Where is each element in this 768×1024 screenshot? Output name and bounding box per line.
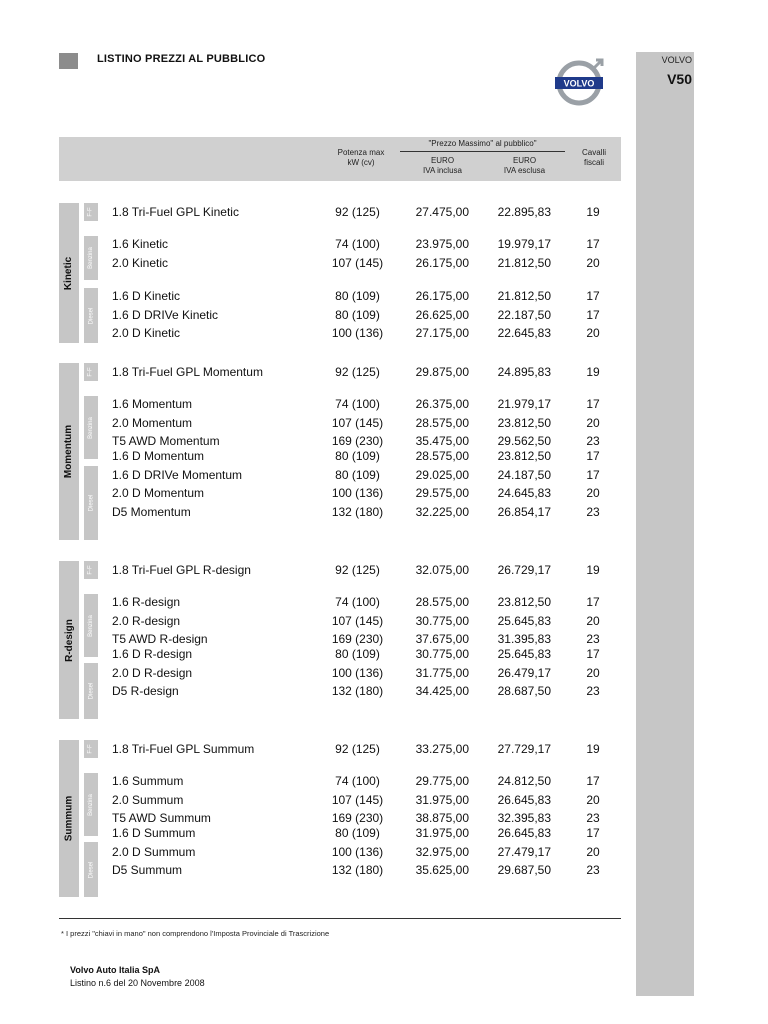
cell-cavalli: 17 bbox=[586, 467, 600, 482]
cell-model: T5 AWD Momentum bbox=[112, 434, 220, 448]
table-row bbox=[0, 363, 768, 381]
cell-cavalli: 17 bbox=[586, 397, 600, 411]
cell-potenza: 100 (136) bbox=[331, 486, 384, 500]
cell-iva-inclusa: 32.975,00 bbox=[415, 844, 469, 859]
cell-model: 2.0 D Kinetic bbox=[112, 326, 181, 340]
cell-iva-esclusa: 26.729,17 bbox=[497, 563, 551, 577]
cell-cavalli: 17 bbox=[586, 237, 600, 251]
cell-model: 2.0 Momentum bbox=[112, 415, 193, 430]
cell-iva-inclusa: 29.575,00 bbox=[415, 486, 469, 500]
header-potenza-line2: kW (cv) bbox=[347, 158, 375, 167]
cell-model: 1.6 Kinetic bbox=[112, 237, 169, 251]
group-label-text: R-design bbox=[63, 618, 75, 662]
cell-cavalli: 20 bbox=[586, 613, 600, 628]
listino-date: Listino n.6 del 20 Novembre 2008 bbox=[70, 978, 205, 988]
cell-potenza: 100 (136) bbox=[331, 665, 384, 680]
fuel-tab-label: Diesel bbox=[88, 861, 94, 878]
cell-iva-esclusa: 23.812,50 bbox=[497, 449, 551, 463]
cell-iva-inclusa: 35.475,00 bbox=[415, 434, 469, 448]
header-iva-inclusa-line1: EURO bbox=[430, 156, 455, 165]
cell-cavalli: 20 bbox=[586, 792, 600, 807]
cell-model: 1.6 R-design bbox=[112, 595, 181, 609]
cell-potenza: 169 (230) bbox=[331, 811, 384, 825]
cell-iva-inclusa: 32.075,00 bbox=[415, 563, 469, 577]
cell-cavalli: 20 bbox=[586, 255, 600, 270]
header-iva-esclusa-line2: IVA esclusa bbox=[503, 166, 546, 175]
table-row bbox=[0, 612, 768, 630]
cell-potenza: 132 (180) bbox=[331, 684, 384, 698]
table-row bbox=[0, 306, 768, 324]
cell-potenza: 100 (136) bbox=[331, 844, 384, 859]
company-name: Volvo Auto Italia SpA bbox=[70, 965, 161, 975]
cell-iva-esclusa: 29.687,50 bbox=[497, 863, 551, 877]
cell-potenza: 74 (100) bbox=[335, 397, 380, 411]
cell-cavalli: 20 bbox=[586, 326, 600, 340]
cell-iva-inclusa: 26.375,00 bbox=[415, 397, 469, 411]
cell-iva-esclusa: 25.645,83 bbox=[497, 613, 551, 628]
table-row bbox=[0, 772, 768, 790]
cell-iva-esclusa: 32.395,83 bbox=[497, 811, 551, 825]
table-row bbox=[0, 447, 768, 465]
header-cavalli-line2: fiscali bbox=[583, 158, 604, 167]
header-cavalli-line1: Cavalli bbox=[581, 148, 606, 157]
footnote: * I prezzi "chiavi in mano" non comprendono l'Imposta Provinciale di Trascrizione bbox=[61, 929, 330, 938]
header-iva-inclusa bbox=[405, 156, 480, 176]
cell-iva-esclusa: 26.479,17 bbox=[497, 665, 551, 680]
cell-model: 1.8 Tri-Fuel GPL Kinetic bbox=[112, 205, 239, 219]
cell-iva-inclusa: 30.775,00 bbox=[415, 613, 469, 628]
cell-potenza: 92 (125) bbox=[335, 205, 380, 219]
cell-iva-inclusa: 27.175,00 bbox=[415, 326, 469, 340]
header-iva-esclusa bbox=[487, 156, 562, 176]
cell-iva-esclusa: 23.812,50 bbox=[497, 595, 551, 609]
cell-iva-inclusa: 28.575,00 bbox=[415, 415, 469, 430]
cell-potenza: 92 (125) bbox=[335, 742, 380, 756]
table-row bbox=[0, 682, 768, 700]
cell-potenza: 92 (125) bbox=[335, 365, 380, 379]
fuel-tab-label: Benzina bbox=[88, 614, 94, 637]
cell-iva-inclusa: 28.575,00 bbox=[415, 449, 469, 463]
header-price-underline bbox=[400, 151, 565, 152]
cell-iva-inclusa: 27.475,00 bbox=[415, 205, 469, 219]
cell-iva-inclusa: 37.675,00 bbox=[415, 632, 469, 646]
volvo-logo bbox=[552, 55, 610, 107]
cell-iva-esclusa: 31.395,83 bbox=[497, 632, 551, 646]
cell-iva-esclusa: 21.812,50 bbox=[497, 255, 551, 270]
cell-cavalli: 17 bbox=[586, 289, 600, 303]
cell-iva-esclusa: 21.812,50 bbox=[497, 289, 551, 303]
cell-potenza: 80 (109) bbox=[335, 826, 380, 840]
cell-iva-esclusa: 25.645,83 bbox=[497, 647, 551, 661]
cell-iva-esclusa: 26.645,83 bbox=[497, 826, 551, 840]
cell-cavalli: 20 bbox=[586, 486, 600, 500]
cell-model: 1.8 Tri-Fuel GPL R-design bbox=[112, 563, 251, 577]
cell-iva-inclusa: 26.175,00 bbox=[415, 255, 469, 270]
cell-model: 2.0 R-design bbox=[112, 613, 181, 628]
group-label-text: Momentum bbox=[63, 424, 75, 479]
cell-iva-esclusa: 19.979,17 bbox=[497, 237, 551, 251]
cell-potenza: 107 (145) bbox=[331, 613, 384, 628]
cell-potenza: 100 (136) bbox=[331, 326, 384, 340]
side-brand-label: VOLVO bbox=[661, 55, 692, 65]
header-square-marker bbox=[59, 53, 78, 69]
fuel-tab-label: Benzina bbox=[88, 247, 94, 269]
cell-cavalli: 23 bbox=[586, 863, 600, 877]
table-row bbox=[0, 561, 768, 579]
cell-cavalli: 19 bbox=[586, 365, 600, 379]
cell-cavalli: 17 bbox=[586, 774, 600, 788]
cell-model: D5 Momentum bbox=[112, 504, 191, 519]
cell-potenza: 80 (109) bbox=[335, 307, 380, 322]
cell-cavalli: 23 bbox=[586, 434, 600, 448]
fuel-tab-label: Diesel bbox=[88, 307, 94, 324]
fuel-tab-label: F-F bbox=[87, 744, 94, 754]
cell-potenza: 80 (109) bbox=[335, 289, 380, 303]
cell-potenza: 169 (230) bbox=[331, 434, 384, 448]
footer-divider bbox=[59, 918, 621, 919]
cell-model: 1.8 Tri-Fuel GPL Summum bbox=[112, 742, 255, 756]
table-row bbox=[0, 324, 768, 342]
cell-iva-inclusa: 38.875,00 bbox=[415, 811, 469, 825]
cell-cavalli: 17 bbox=[586, 449, 600, 463]
table-row bbox=[0, 824, 768, 842]
cell-cavalli: 23 bbox=[586, 684, 600, 698]
cell-model: D5 R-design bbox=[112, 684, 179, 698]
fuel-tab-label: F-F bbox=[87, 565, 94, 575]
cell-model: 1.6 D Momentum bbox=[112, 449, 205, 463]
table-row bbox=[0, 395, 768, 413]
cell-model: 1.6 Momentum bbox=[112, 397, 193, 411]
cell-model: 2.0 D Summum bbox=[112, 844, 196, 859]
cell-model: 1.6 D DRIVe Momentum bbox=[112, 467, 243, 482]
table-row bbox=[0, 503, 768, 521]
cell-potenza: 107 (145) bbox=[331, 255, 384, 270]
table-row bbox=[0, 843, 768, 861]
header-cavalli bbox=[574, 148, 614, 168]
table-row bbox=[0, 287, 768, 305]
cell-potenza: 74 (100) bbox=[335, 774, 380, 788]
table-row bbox=[0, 861, 768, 879]
cell-model: 1.6 D DRIVe Kinetic bbox=[112, 307, 219, 322]
page-title: LISTINO PREZZI AL PUBBLICO bbox=[97, 53, 266, 65]
cell-potenza: 80 (109) bbox=[335, 467, 380, 482]
table-row bbox=[0, 484, 768, 502]
cell-model: 2.0 Summum bbox=[112, 792, 184, 807]
cell-iva-esclusa: 21.979,17 bbox=[497, 397, 551, 411]
table-row bbox=[0, 645, 768, 663]
cell-model: 1.6 Summum bbox=[112, 774, 184, 788]
cell-cavalli: 19 bbox=[586, 563, 600, 577]
cell-iva-esclusa: 22.895,83 bbox=[497, 205, 551, 219]
group-label-text: Kinetic bbox=[63, 256, 75, 290]
table-row bbox=[0, 235, 768, 253]
cell-potenza: 74 (100) bbox=[335, 595, 380, 609]
cell-potenza: 92 (125) bbox=[335, 563, 380, 577]
logo-wordmark: VOLVO bbox=[563, 78, 595, 89]
table-row bbox=[0, 466, 768, 484]
cell-cavalli: 17 bbox=[586, 826, 600, 840]
cell-iva-esclusa: 26.854,17 bbox=[497, 504, 551, 519]
table-header bbox=[59, 137, 621, 181]
cell-iva-inclusa: 33.275,00 bbox=[415, 742, 469, 756]
cell-potenza: 107 (145) bbox=[331, 792, 384, 807]
cell-iva-inclusa: 28.575,00 bbox=[415, 595, 469, 609]
cell-model: 2.0 D Momentum bbox=[112, 486, 205, 500]
cell-iva-esclusa: 28.687,50 bbox=[497, 684, 551, 698]
table-row bbox=[0, 203, 768, 221]
cell-iva-esclusa: 24.645,83 bbox=[497, 486, 551, 500]
cell-model: 1.6 D Kinetic bbox=[112, 289, 181, 303]
cell-iva-esclusa: 27.479,17 bbox=[497, 844, 551, 859]
cell-iva-inclusa: 30.775,00 bbox=[415, 647, 469, 661]
cell-model: 1.8 Tri-Fuel GPL Momentum bbox=[112, 365, 263, 379]
fuel-tab-label: Benzina bbox=[88, 416, 94, 439]
cell-iva-esclusa: 22.187,50 bbox=[497, 307, 551, 322]
fuel-tab-label: Benzina bbox=[88, 793, 94, 816]
cell-cavalli: 19 bbox=[586, 742, 600, 756]
header-prezzo-group: "Prezzo Massimo" al pubblico" bbox=[428, 139, 537, 148]
cell-cavalli: 23 bbox=[586, 811, 600, 825]
cell-model: T5 AWD Summum bbox=[112, 811, 211, 825]
cell-model: 1.6 D Summum bbox=[112, 826, 196, 840]
cell-potenza: 132 (180) bbox=[331, 504, 384, 519]
side-model-label: V50 bbox=[667, 71, 692, 87]
cell-iva-inclusa: 26.175,00 bbox=[415, 289, 469, 303]
cell-cavalli: 17 bbox=[586, 595, 600, 609]
cell-cavalli: 17 bbox=[586, 307, 600, 322]
table-row bbox=[0, 740, 768, 758]
cell-iva-inclusa: 31.775,00 bbox=[415, 665, 469, 680]
cell-model: 1.6 D R-design bbox=[112, 647, 193, 661]
cell-model: T5 AWD R-design bbox=[112, 632, 208, 646]
header-potenza bbox=[321, 148, 401, 168]
cell-iva-esclusa: 24.187,50 bbox=[497, 467, 551, 482]
fuel-tab-label: F-F bbox=[87, 207, 94, 217]
cell-iva-esclusa: 24.895,83 bbox=[497, 365, 551, 379]
cell-potenza: 74 (100) bbox=[335, 237, 380, 251]
cell-model: D5 Summum bbox=[112, 863, 183, 877]
cell-iva-esclusa: 29.562,50 bbox=[497, 434, 551, 448]
cell-iva-esclusa: 23.812,50 bbox=[497, 415, 551, 430]
cell-cavalli: 19 bbox=[586, 205, 600, 219]
table-row bbox=[0, 254, 768, 272]
cell-iva-inclusa: 29.025,00 bbox=[415, 467, 469, 482]
cell-iva-esclusa: 27.729,17 bbox=[497, 742, 551, 756]
cell-iva-esclusa: 26.645,83 bbox=[497, 792, 551, 807]
header-potenza-line1: Potenza max bbox=[337, 148, 385, 157]
group-label-text: Summum bbox=[63, 795, 75, 842]
fuel-tab-label: Diesel bbox=[88, 682, 94, 700]
cell-cavalli: 23 bbox=[586, 632, 600, 646]
cell-cavalli: 23 bbox=[586, 504, 600, 519]
cell-potenza: 80 (109) bbox=[335, 647, 380, 661]
header-iva-inclusa-line2: IVA inclusa bbox=[423, 166, 462, 175]
cell-potenza: 132 (180) bbox=[331, 863, 384, 877]
fuel-tab-label: Diesel bbox=[88, 494, 94, 512]
cell-iva-inclusa: 29.775,00 bbox=[415, 774, 469, 788]
cell-iva-inclusa: 29.875,00 bbox=[415, 365, 469, 379]
table-row bbox=[0, 593, 768, 611]
cell-potenza: 80 (109) bbox=[335, 449, 380, 463]
cell-iva-inclusa: 31.975,00 bbox=[415, 792, 469, 807]
cell-iva-inclusa: 23.975,00 bbox=[415, 237, 469, 251]
header-iva-esclusa-line1: EURO bbox=[512, 156, 537, 165]
cell-model: 2.0 Kinetic bbox=[112, 255, 169, 270]
cell-iva-inclusa: 31.975,00 bbox=[415, 826, 469, 840]
cell-model: 2.0 D R-design bbox=[112, 665, 193, 680]
cell-cavalli: 17 bbox=[586, 647, 600, 661]
cell-potenza: 107 (145) bbox=[331, 415, 384, 430]
cell-iva-inclusa: 26.625,00 bbox=[415, 307, 469, 322]
table-row bbox=[0, 791, 768, 809]
table-row bbox=[0, 664, 768, 682]
cell-iva-inclusa: 35.625,00 bbox=[415, 863, 469, 877]
cell-iva-esclusa: 24.812,50 bbox=[497, 774, 551, 788]
cell-cavalli: 20 bbox=[586, 415, 600, 430]
fuel-tab-label: F-F bbox=[87, 367, 94, 377]
cell-iva-inclusa: 34.425,00 bbox=[415, 684, 469, 698]
cell-cavalli: 20 bbox=[586, 844, 600, 859]
cell-cavalli: 20 bbox=[586, 665, 600, 680]
cell-potenza: 169 (230) bbox=[331, 632, 384, 646]
table-row bbox=[0, 414, 768, 432]
cell-iva-inclusa: 32.225,00 bbox=[415, 504, 469, 519]
cell-iva-esclusa: 22.645,83 bbox=[497, 326, 551, 340]
